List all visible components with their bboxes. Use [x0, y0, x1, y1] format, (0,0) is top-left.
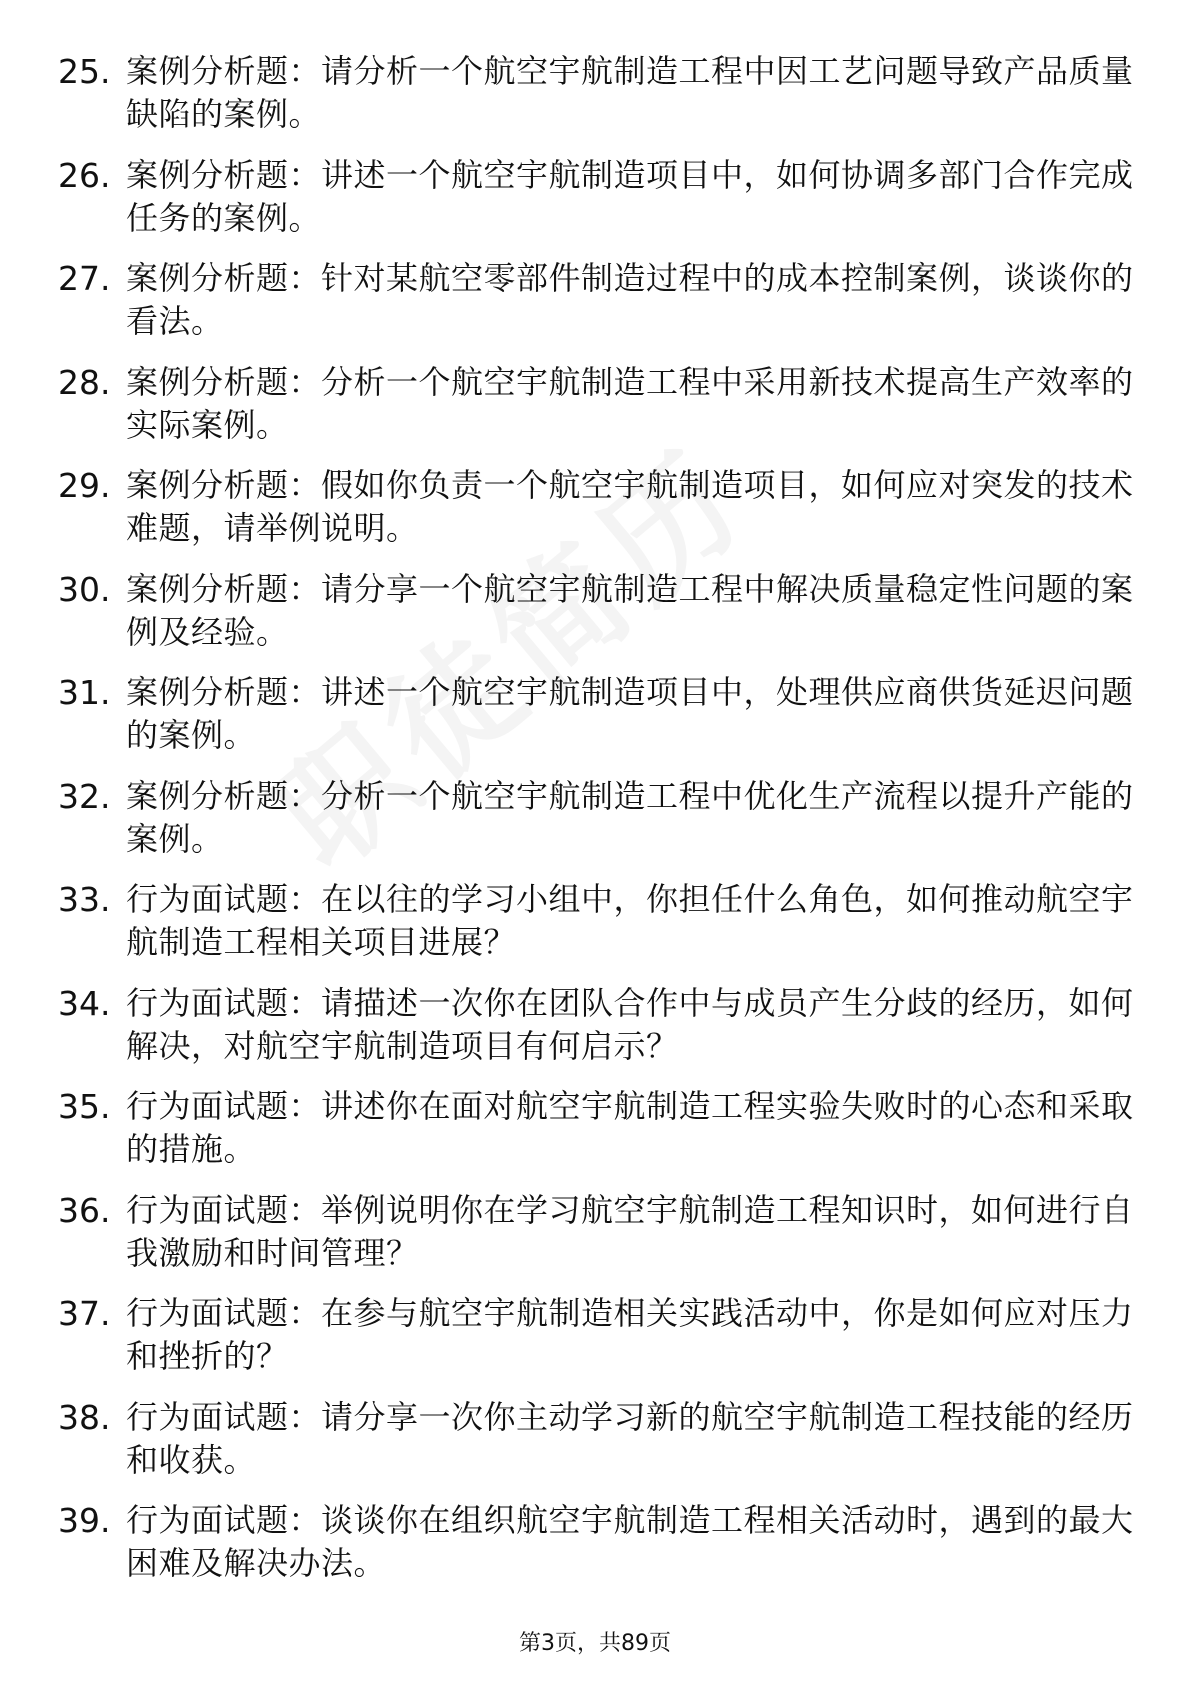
question-item — [58, 257, 1138, 343]
question-number: 33. — [58, 880, 111, 919]
page-number-label: 第3页，共89页 — [519, 1631, 671, 1656]
question-text: 案例分析题：讲述一个航空宇航制造项目中，处理供应商供货延迟问题的案例。 — [126, 673, 1134, 754]
page-footer — [0, 1626, 1190, 1657]
question-item — [58, 878, 1138, 964]
question-number: 30. — [58, 569, 111, 609]
question-item — [58, 671, 1138, 757]
question-item — [58, 1499, 1138, 1585]
question-number: 25. — [58, 52, 111, 91]
question-list — [58, 50, 1138, 1603]
question-item — [58, 568, 1138, 654]
question-number: 34. — [58, 983, 111, 1023]
question-item — [58, 1085, 1138, 1171]
question-text: 行为面试题：讲述你在面对航空宇航制造工程实验失败时的心态和采取的措施。 — [126, 1087, 1134, 1168]
question-text: 案例分析题：请分享一个航空宇航制造工程中解决质量稳定性问题的案例及经验。 — [126, 569, 1134, 651]
question-text: 行为面试题：请分享一次你主动学习新的航空宇航制造工程技能的经历和收获。 — [126, 1397, 1134, 1479]
question-item — [58, 775, 1138, 861]
question-number: 39. — [58, 1501, 111, 1540]
question-item — [58, 154, 1138, 240]
question-number: 36. — [58, 1190, 111, 1230]
question-item — [58, 1396, 1138, 1482]
question-number: 35. — [58, 1087, 111, 1126]
question-text: 案例分析题：请分析一个航空宇航制造工程中因工艺问题导致产品质量缺陷的案例。 — [126, 52, 1134, 133]
question-text: 案例分析题：讲述一个航空宇航制造项目中，如何协调多部门合作完成任务的案例。 — [126, 155, 1134, 237]
question-item — [58, 1189, 1138, 1275]
question-item — [58, 464, 1138, 550]
question-number: 28. — [58, 362, 111, 402]
question-item — [58, 982, 1138, 1068]
question-text: 行为面试题：谈谈你在组织航空宇航制造工程相关活动时，遇到的最大困难及解决办法。 — [126, 1501, 1134, 1582]
question-item — [58, 1292, 1138, 1378]
question-item — [58, 361, 1138, 447]
question-text: 案例分析题：假如你负责一个航空宇航制造项目，如何应对突发的技术难题，请举例说明。 — [126, 466, 1134, 547]
question-text: 行为面试题：在以往的学习小组中，你担任什么角色，如何推动航空宇航制造工程相关项目进展？ — [126, 880, 1134, 961]
question-number: 31. — [58, 673, 111, 712]
question-number: 32. — [58, 776, 111, 816]
question-text: 案例分析题：针对某航空零部件制造过程中的成本控制案例，谈谈你的看法。 — [126, 259, 1134, 340]
question-number: 37. — [58, 1294, 111, 1333]
question-number: 26. — [58, 155, 111, 195]
question-text: 案例分析题：分析一个航空宇航制造工程中优化生产流程以提升产能的案例。 — [126, 776, 1134, 858]
question-text: 行为面试题：在参与航空宇航制造相关实践活动中，你是如何应对压力和挫折的？ — [126, 1294, 1134, 1375]
question-number: 29. — [58, 466, 111, 505]
question-number: 38. — [58, 1397, 111, 1437]
question-text: 案例分析题：分析一个航空宇航制造工程中采用新技术提高生产效率的实际案例。 — [126, 362, 1134, 444]
question-item — [58, 50, 1138, 136]
question-text: 行为面试题：举例说明你在学习航空宇航制造工程知识时，如何进行自我激励和时间管理？ — [126, 1190, 1134, 1272]
question-number: 27. — [58, 259, 111, 298]
question-text: 行为面试题：请描述一次你在团队合作中与成员产生分歧的经历，如何解决，对航空宇航制造项目有何启示？ — [126, 983, 1134, 1065]
